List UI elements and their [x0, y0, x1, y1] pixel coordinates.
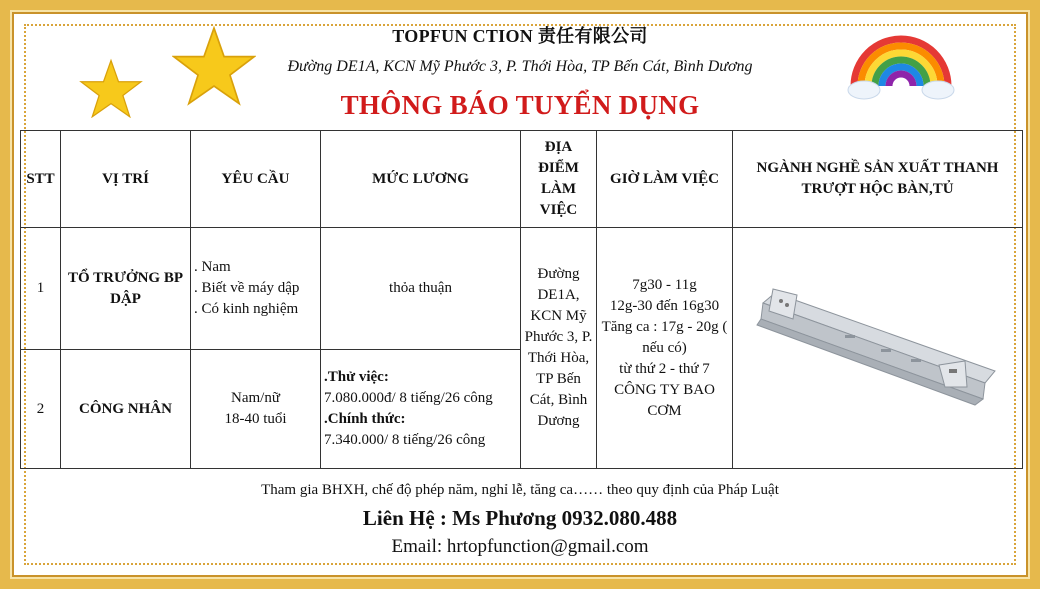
drawer-slide-rail-image: [753, 275, 1003, 415]
row-requirements: [191, 350, 321, 469]
requirement-line: . Có kinh nghiệm: [194, 301, 299, 317]
row-salary: thỏa thuận: [321, 228, 521, 350]
job-table: [20, 130, 1023, 469]
hours-line: CÔNG TY BAO CƠM: [614, 381, 715, 419]
location-cell: Đường DE1A, KCN Mỹ Phước 3, P. Thới Hòa, TP Bến Cát, Bình Dương: [521, 228, 597, 469]
hours-line: 12g-30 đến 16g30: [609, 297, 720, 314]
large-star-icon: [172, 24, 256, 106]
company-name: TOPFUN CTION 责任有限公司: [392, 26, 648, 46]
footer: [16, 476, 1024, 558]
salary-official-label: .Chính thức:: [324, 411, 406, 427]
row-stt: 1: [21, 228, 61, 350]
row-position: CÔNG NHÂN: [61, 350, 191, 469]
header-salary: MỨC LƯƠNG: [321, 131, 521, 228]
header-hours: GIỜ LÀM VIỆC: [597, 131, 733, 228]
hours-line: Tăng ca : 17g - 20g ( nếu có): [601, 318, 728, 356]
header-industry: NGÀNH NGHỀ SẢN XUẤT THANH TRƯỢT HỘC BÀN,TỦ: [733, 131, 1023, 228]
salary-trial-label: .Thử việc:: [324, 369, 389, 385]
table-row: [21, 228, 1023, 350]
row-position: TỔ TRƯỞNG BP DẬP: [61, 228, 191, 350]
contact-email: Email: hrtopfunction@gmail.com: [391, 536, 649, 557]
rainbow-icon: [846, 22, 956, 111]
product-image-cell: [733, 228, 1023, 469]
row-salary: [321, 350, 521, 469]
requirement-line: . Biết về máy dập: [194, 280, 300, 296]
header-location: ĐỊA ĐIỂM LÀM VIỆC: [521, 131, 597, 228]
header-requirements: YÊU CẦU: [191, 131, 321, 228]
salary-official-value: 7.340.000/ 8 tiếng/26 công: [324, 432, 486, 448]
hours-line: từ thứ 2 - thứ 7: [619, 360, 710, 377]
hours-cell: [597, 228, 733, 469]
benefits-text: Tham gia BHXH, chế độ phép năm, nghỉ lễ, tăng ca…… theo quy định của Pháp Luật: [261, 482, 779, 498]
page-title: THÔNG BÁO TUYỂN DỤNG: [340, 90, 700, 120]
header-position: VỊ TRÍ: [61, 131, 191, 228]
salary-trial-value: 7.080.000đ/ 8 tiếng/26 công: [324, 390, 493, 406]
requirement-line: Nam/nữ: [231, 390, 280, 406]
header-stt: STT: [21, 131, 61, 228]
requirement-line: . Nam: [194, 259, 231, 275]
requirement-line: 18-40 tuổi: [224, 411, 287, 427]
contact-phone: Liên Hệ : Ms Phương 0932.080.488: [362, 506, 678, 530]
small-star-icon: [74, 58, 148, 118]
hours-line: 7g30 - 11g: [632, 276, 697, 293]
table-header-row: [21, 131, 1023, 228]
row-requirements: [191, 228, 321, 350]
row-stt: 2: [21, 350, 61, 469]
company-address: Đường DE1A, KCN Mỹ Phước 3, P. Thới Hòa, TP Bến Cát, Bình Dương: [287, 58, 753, 75]
